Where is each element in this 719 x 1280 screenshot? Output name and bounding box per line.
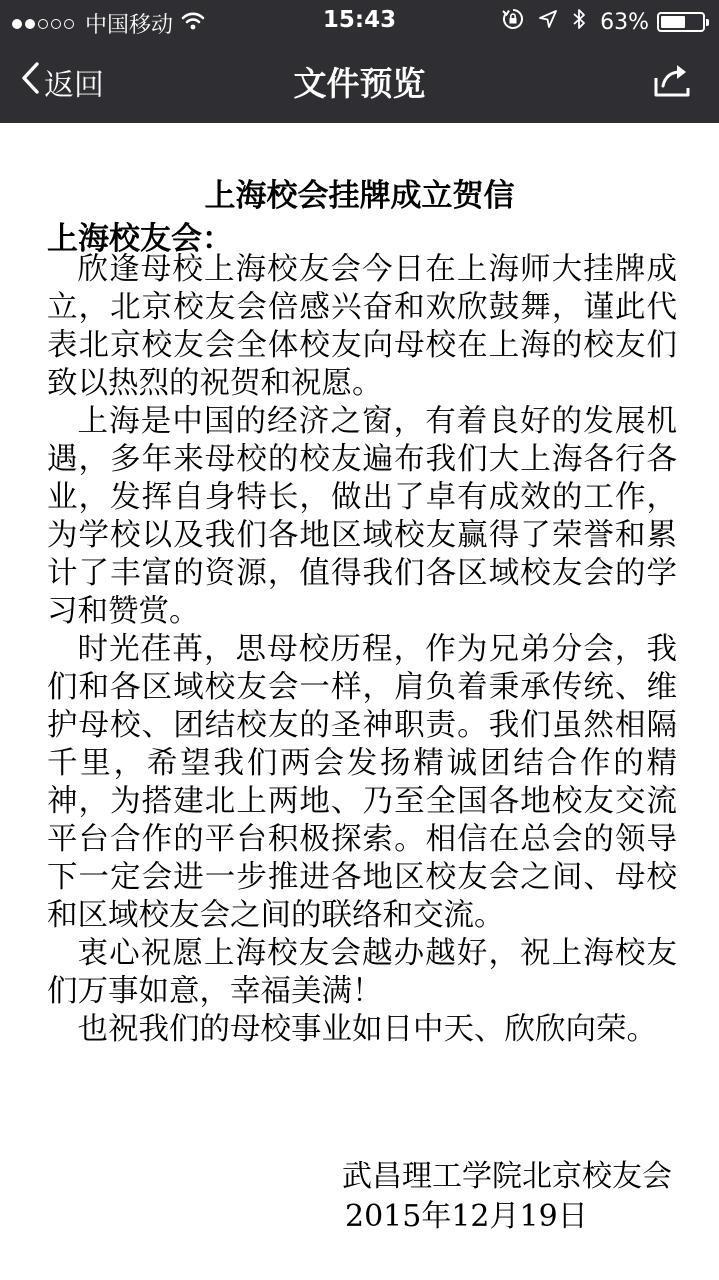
battery-icon [657,12,705,32]
nav-bar [0,40,719,123]
share-button[interactable] [653,62,691,102]
document-title: 上海校会挂牌成立贺信 [204,178,515,214]
paragraph: 也祝我们的母校事业如日中天、欣欣向荣。 [77,1012,657,1047]
document-preview [0,123,719,1280]
paragraph: 上海是中国的经济之窗，有着良好的发展机遇，多年来母校的校友遍布我们大上海各行各业，发挥自身特长，做出了卓有成效的工作，为学校以及我们各地区域校友赢得了荣誉和累计了丰富的资源，值得我们各区域校友会的学习和赞赏。 [47,404,677,629]
carrier-label: 中国移动 [85,13,174,38]
document-date: 2015年12月19日 [345,1199,588,1234]
bluetooth-icon [572,8,586,36]
paragraph: 衷心祝愿上海校友会越办越好，祝上海校友们万事如意，幸福美满！ [47,936,677,1009]
document-salutation: 上海校友会： [47,221,233,257]
status-time: 15:43 [322,7,397,33]
back-label: 返回 [44,68,104,103]
rotation-lock-icon [502,8,524,36]
page-title: 文件预览 [293,64,426,103]
location-icon [538,9,558,35]
status-right [488,8,705,36]
battery-percent: 63% [600,9,649,35]
share-icon [653,83,691,102]
paragraph: 时光荏苒，思母校历程，作为兄弟分会，我们和各区域校友会一样，肩负着秉承传统、维护母校、团结校友的圣神职责。我们虽然相隔千里，希望我们两会发扬精诚团结合作的精神，为搭建北上两地、乃至全国各地校友交流平台合作的平台积极探索。相信在总会的领导下一定会进一步推进各地区校友会之间、母校和区域校友会之间的联络和交流。 [47,632,677,933]
paragraph: 欣逢母校上海校友会今日在上海师大挂牌成立，北京校友会倍感兴奋和欢欣鼓舞，谨此代表北京校友会全体校友向母校在上海的校友们致以热烈的祝贺和祝愿。 [47,252,677,401]
document-body [47,251,677,1049]
document-signature: 武昌理工学院北京校友会 [342,1159,672,1194]
status-bar [0,0,719,40]
